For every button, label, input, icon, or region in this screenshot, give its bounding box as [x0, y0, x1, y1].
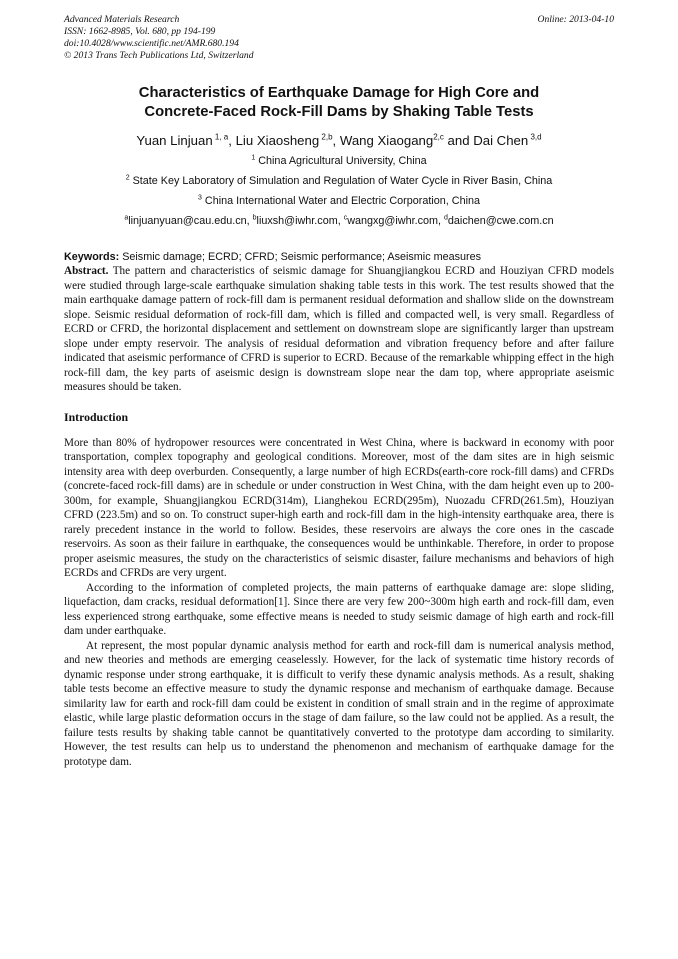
title-line-2: Concrete-Faced Rock-Fill Dams by Shaking Table Tests: [144, 104, 534, 120]
author-list: Yuan Linjuan $^{1, a}$, Liu Xiaosheng $^{2,b}$, Wang Xiaogang$^{2,c}$ and Dai Chen $^{3,d}$: [136, 132, 542, 148]
email-link[interactable]: liuxsh@iwhr.com,: [256, 215, 344, 227]
affiliation-1: [64, 154, 614, 168]
intro-paragraph: According to the information of completed projects, the main patterns of earthquake damage are: slope sliding, liquefaction, dam cracks, residual deformation[1]. Since there are very few 200~300m high earth and rock-fill dam, even less experienced strong earthquake, some effective means is needed to study seismic damage of high earth and rock-fill dam under earthquake.: [64, 581, 614, 637]
email-mark: b: [252, 214, 257, 222]
affiliation-text: State Key Laboratory of Simulation and Regulation of Water Cycle in River Basin, China: [129, 175, 553, 187]
author-name: Wang Xiaogang: [339, 133, 434, 148]
title-line-1: Characteristics of Earthquake Damage for High Core and: [138, 85, 540, 101]
online-date: Online: 2013-04-10: [537, 14, 614, 25]
abstract-label: Abstract.: [64, 265, 109, 277]
email-mark: d: [444, 214, 448, 222]
journal-doi: doi:10.4028/www.scientific.net/AMR.680.194: [64, 38, 239, 49]
intro-paragraph: At represent, the most popular dynamic analysis method for earth and rock-fill dam is numerical analysis method, and new theories and methods are emerging ceaselessly. However, for the lack of systematic time history records of dynamic response under strong earthquake, it is difficult to verify these dynamic analysis methods. As a result, shaking table tests become an effective measure to study the dynamic response and mechanism of earthquake damage. Because similarity law for earth and rock-fill dam could be existent in condition of small strain and in the regime of approximate elastic, while large plastic deformation occurs in the stage of dam failure, so the law could not be applied. As a result, the failure tests results by shaking table cannot be quantitatively converted to the prototype dam according to similarity. However, the test results can help us to understand the phenomenon and mechanism of earthquake damage for the prototype dam.: [64, 639, 614, 768]
author-affiliation-mark: 1, a: [212, 132, 229, 142]
abstract-text: The pattern and characteristics of seismic damage for Shuangjiangkou ECRD and Houziyan CFRD models were studied through large-scale earthquake simulation shaking table tests in this work. The test results showed that the main earthquake damage pattern of rock-fill dam is permanent residual deformation and shallow slide on the downstream slope. Seismic residual deformation of rock-fill dam, which is filled and compacted well, is very small. Regardless of ECRD or CFRD, the horizontal displacement and settlement on downstream slope are significantly larger than upstream slope under empty reservoir. The analysis of residual deformation and vibration frequency before and after failure indicated that aseismic performance of CFRD is superior to ECRD. Because of the remarkable whipping effect in the high rock-fill dam, the key parts of aseismic design is downstream slope near the dam top, where appropriate aseismic measures should be taken.: [64, 265, 614, 393]
author-name: Dai Chen: [473, 133, 529, 148]
keywords: [64, 250, 614, 264]
affiliation-mark: 1: [251, 154, 256, 162]
journal-name: Advanced Materials Research: [64, 14, 180, 25]
email-mark: a: [124, 214, 129, 222]
author-affiliation-mark: 3,d: [528, 132, 542, 142]
section-heading-introduction: Introduction: [64, 409, 129, 424]
journal-info: [64, 14, 254, 62]
email-link[interactable]: daichen@cwe.com.cn: [447, 215, 554, 227]
email-link[interactable]: wangxg@iwhr.com,: [347, 215, 444, 227]
author-name: Liu Xiaosheng: [235, 133, 320, 148]
author-name: Yuan Linjuan: [136, 133, 213, 148]
author-affiliation-mark: 2,b: [319, 132, 333, 142]
email-link[interactable]: linjuanyuan@cau.edu.cn,: [128, 215, 253, 227]
affiliation-mark: 2: [125, 174, 130, 182]
abstract: [64, 264, 614, 395]
email-mark: c: [343, 214, 348, 222]
keywords-label: Keywords:: [64, 251, 120, 263]
author-affiliation-mark: 2,c: [433, 132, 444, 142]
affiliation-3: [64, 194, 614, 208]
journal-copyright: © 2013 Trans Tech Publications Ltd, Switzerland: [64, 50, 254, 61]
paper-title: [64, 84, 614, 122]
journal-issn: ISSN: 1662-8985, Vol. 680, pp 194-199: [64, 26, 216, 37]
journal-header: [64, 14, 614, 62]
affiliation-text: China Agricultural University, China: [255, 155, 427, 167]
affiliation-text: China International Water and Electric Corporation, China: [201, 195, 480, 207]
keywords-text: Seismic damage; ECRD; CFRD; Seismic performance; Aseismic measures: [119, 251, 481, 263]
affiliation-mark: 3: [198, 194, 202, 202]
affiliation-2: [64, 174, 614, 188]
intro-paragraph: More than 80% of hydropower resources were concentrated in West China, where is backward in economy with poor transportation, complex topography and geological conditions. Moreover, most of the dam sites are in high seismic intensity area with deep overburden. Consequently, a large number of high ECRDs(earth-core rock-fill dams) and CFRDs (concrete-faced rock-fill dams) are in schedule or under construction in West China, with the dam height even up to 200-300m, for example, Shuangjiangkou ECRD(314m), Lianghekou ECRD(295m), Nuozadu CFRD(261.5m), Houziyan CFRD (223.5m) and so on. To construct super-high earth and rock-fill dam in the high-intensity earthquake area, there is rarely precedent instance in the world to follow. Besides, these reservoirs are always the core ones in the cascade reservoirs. As soon as their failure in earthquake, the consequences would be unthinkable. Therefore, in order to propose proper aseismic measures, the study on the characteristics of seismic disaster, failure mechanisms and behaviors of high ECRDs and CFRDs are very urgent.: [64, 436, 614, 579]
author-emails: [64, 214, 614, 228]
